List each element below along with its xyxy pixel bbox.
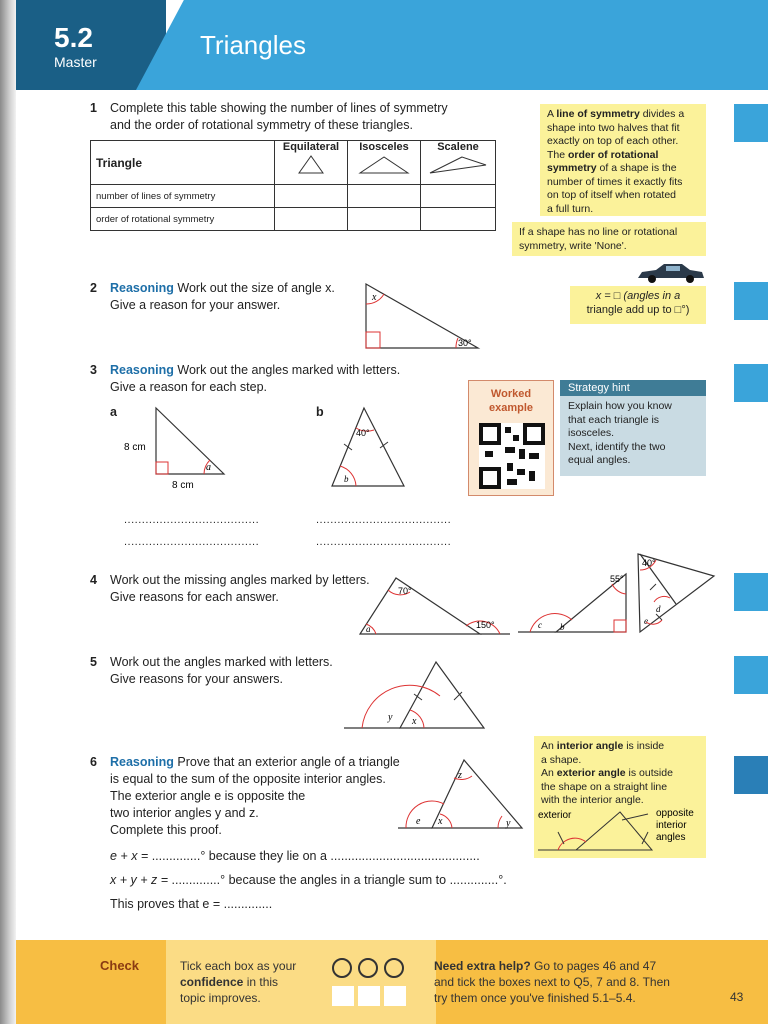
table-header-isosceles: Isosceles: [348, 141, 421, 185]
footer-check-bar: [16, 940, 768, 1024]
confidence-tick-box-2[interactable]: [358, 986, 380, 1006]
symmetry-note: A line of symmetry divides a shape into two halves that fit exactly on top of each other. The order of rotational symmetry of a shape is the number of times it exactly fits on top of itself when rotated a full turn.: [540, 104, 706, 216]
svg-text:z: z: [458, 770, 462, 781]
table-header-scalene: Scalene: [421, 141, 496, 185]
question-5: 5 Work out the angles marked with letters. Give reasons for your answers.: [90, 655, 333, 686]
question-3: 3 Reasoning Work out the angles marked with letters. Give a reason for each step.: [90, 363, 401, 394]
angle-x-label: x: [372, 292, 377, 303]
answer-cell[interactable]: [275, 208, 348, 231]
question-4: 4 Work out the missing angles marked by letters. Give reasons for each answer.: [90, 573, 370, 604]
svg-text:y: y: [388, 712, 393, 723]
svg-text:8 cm: 8 cm: [172, 480, 194, 490]
answer-line[interactable]: ......................................: [124, 514, 260, 526]
side-tab: [734, 364, 768, 402]
svg-text:x: x: [412, 716, 417, 727]
svg-text:8 cm: 8 cm: [124, 442, 146, 453]
strategy-hint-title: Strategy hint: [560, 380, 706, 396]
svg-text:a: a: [366, 624, 371, 634]
svg-text:b: b: [344, 474, 349, 484]
svg-text:x: x: [438, 816, 443, 827]
equilateral-triangle-icon: [296, 153, 326, 175]
part-b-label: b: [316, 405, 324, 419]
svg-text:exterior: exterior: [538, 810, 572, 821]
neutral-face-icon: [358, 958, 378, 978]
header-banner: [16, 0, 768, 90]
svg-text:opposite: opposite: [656, 808, 694, 819]
confidence-tick-box-1[interactable]: [332, 986, 354, 1006]
none-note: If a shape has no line or rotational symmetry, write 'None'.: [512, 222, 706, 256]
side-tab: [734, 756, 768, 794]
answer-line[interactable]: ......................................: [316, 536, 452, 548]
q5-triangle-diagram: [340, 656, 490, 732]
proof-line-3[interactable]: This proves that e = ..............: [110, 897, 273, 911]
q3a-triangle-diagram: [118, 404, 230, 490]
q2-triangle-diagram: [360, 280, 484, 352]
table-header-equilateral: Equilateral: [275, 141, 348, 185]
answer-line[interactable]: ......................................: [124, 536, 260, 548]
svg-text:150°: 150°: [476, 620, 495, 630]
proof-line-2[interactable]: x + y + z = ..............° because the angles in a triangle sum to ..............°.: [110, 873, 507, 887]
svg-text:e: e: [416, 816, 421, 827]
question-6: 6 Reasoning Prove that an exterior angle of a triangle is equal to the sum of the opposite interior angles. The exterior angle e is opposite the two interior angles y and z. Complete this proof.: [90, 755, 400, 837]
section-level: Master: [54, 54, 97, 70]
isosceles-triangle-icon: [356, 153, 412, 175]
q4-triangle-2-diagram: [514, 570, 632, 636]
answer-cell[interactable]: [275, 185, 348, 208]
side-tab: [734, 656, 768, 694]
happy-face-icon: [384, 958, 404, 978]
q4-triangle-3-diagram: [632, 550, 718, 636]
svg-text:40°: 40°: [356, 428, 370, 438]
confidence-tick-box-3[interactable]: [384, 986, 406, 1006]
table-row-lines: number of lines of symmetry: [91, 185, 275, 208]
angle-hint-note: x = □ (angles in a triangle add up to □°): [570, 286, 706, 324]
section-number: 5.2: [54, 22, 93, 53]
answer-cell[interactable]: [348, 185, 421, 208]
svg-text:b: b: [560, 622, 565, 632]
symmetry-table: [90, 140, 496, 231]
sad-face-icon: [332, 958, 352, 978]
strategy-hint-box: Strategy hint Explain how you know that each triangle is isosceles. Next, identify the two equal angles.: [560, 380, 706, 476]
q6-triangle-diagram: [394, 756, 530, 832]
extra-help-text: Need extra help? Go to pages 46 and 47 and tick the boxes next to Q5, 7 and 8. Then try them once you've finished 5.1–5.4.: [434, 959, 670, 1005]
car-icon: [634, 262, 706, 284]
svg-text:e: e: [644, 616, 648, 626]
q3b-triangle-diagram: [326, 404, 410, 490]
part-a-label: a: [110, 405, 117, 419]
answer-cell[interactable]: [421, 208, 496, 231]
side-tab: [734, 573, 768, 611]
question-1: 1 Complete this table showing the number of lines of symmetry and the order of rotational symmetry of these triangles.: [90, 101, 448, 132]
answer-line[interactable]: ......................................: [316, 514, 452, 526]
side-tab: [734, 282, 768, 320]
worked-example-box[interactable]: Worked example: [468, 380, 554, 496]
exterior-angle-diagram: [538, 806, 702, 854]
page-title: Triangles: [200, 30, 306, 60]
table-header-triangle: Triangle: [91, 141, 275, 185]
answer-cell[interactable]: [348, 208, 421, 231]
scalene-triangle-icon: [426, 153, 490, 175]
answer-cell[interactable]: [421, 185, 496, 208]
svg-text:c: c: [538, 620, 542, 630]
qr-code-icon: [479, 423, 545, 489]
svg-text:40°: 40°: [642, 558, 656, 568]
svg-text:55°: 55°: [610, 574, 624, 584]
svg-text:interior: interior: [656, 820, 687, 831]
svg-text:a: a: [206, 462, 211, 473]
svg-text:angles: angles: [656, 832, 686, 843]
page-number: 43: [730, 990, 744, 1004]
page-spine: [0, 0, 16, 1024]
check-label: Check: [100, 958, 140, 973]
side-tab: [734, 104, 768, 142]
proof-line-1[interactable]: e + x = ..............° because they lie on a ...........................................: [110, 849, 480, 863]
svg-text:70°: 70°: [398, 586, 412, 596]
interior-exterior-note: An interior angle is inside a shape. An exterior angle is outside the shape on a straight line with the interior angle. exterior opposite interior angles: [534, 736, 706, 858]
angle-30-label: 30°: [458, 338, 472, 348]
question-2: 2 Reasoning Work out the size of angle x. Give a reason for your answer.: [90, 281, 335, 312]
svg-text:y: y: [506, 818, 511, 829]
table-row-rotational: order of rotational symmetry: [91, 208, 275, 231]
q4-triangle-1-diagram: [354, 572, 514, 638]
svg-text:d: d: [656, 604, 661, 614]
confidence-text: Tick each box as your confidence in this topic improves.: [180, 959, 297, 1005]
